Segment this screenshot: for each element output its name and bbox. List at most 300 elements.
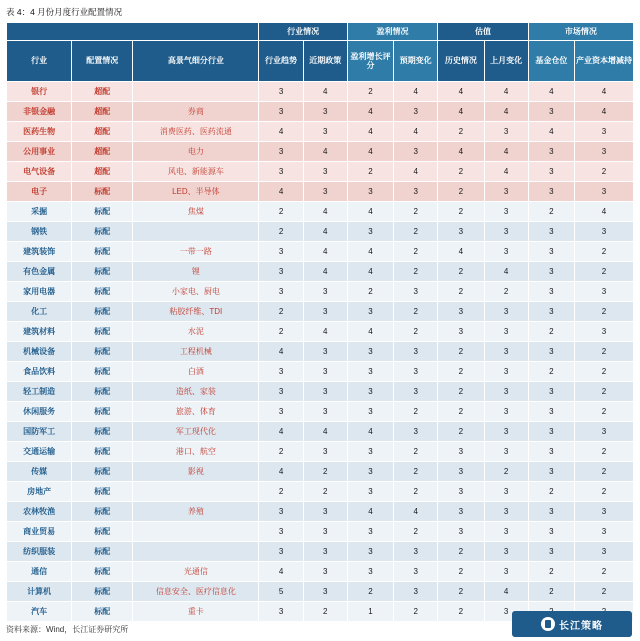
table-row: [7, 122, 634, 142]
cell-score: 4: [259, 182, 303, 202]
cell-score: 4: [303, 262, 347, 282]
cell-industry: 建筑材料: [7, 322, 72, 342]
cell-allocation: 标配: [72, 562, 133, 582]
cell-score: 2: [528, 482, 574, 502]
cell-score: 4: [394, 122, 438, 142]
cell-score: 3: [347, 342, 393, 362]
cell-score: 4: [259, 562, 303, 582]
cell-subsector: [133, 522, 259, 542]
cell-score: 3: [394, 342, 438, 362]
cell-industry: 电子: [7, 182, 72, 202]
cell-score: 2: [394, 602, 438, 622]
cell-subsector: 电力: [133, 142, 259, 162]
cell-score: 3: [528, 462, 574, 482]
cell-score: 3: [484, 342, 528, 362]
cell-score: 2: [347, 582, 393, 602]
cell-score: 4: [347, 262, 393, 282]
cell-score: 3: [528, 442, 574, 462]
cell-subsector: 军工现代化: [133, 422, 259, 442]
cell-allocation: 标配: [72, 362, 133, 382]
cell-score: 2: [394, 402, 438, 422]
cell-score: 3: [303, 282, 347, 302]
cell-subsector: 影视: [133, 462, 259, 482]
cell-score: 3: [575, 422, 634, 442]
cell-industry: 建筑装饰: [7, 242, 72, 262]
cell-score: 2: [438, 182, 484, 202]
cell-score: 3: [484, 482, 528, 502]
cell-industry: 采掘: [7, 202, 72, 222]
cell-industry: 纺织服装: [7, 542, 72, 562]
cell-subsector: [133, 222, 259, 242]
cell-score: 4: [347, 102, 393, 122]
cell-allocation: 超配: [72, 82, 133, 102]
cell-industry: 房地产: [7, 482, 72, 502]
header-col-industry: 行业: [7, 41, 72, 82]
cell-score: 3: [303, 162, 347, 182]
cell-score: 3: [438, 322, 484, 342]
cell-score: 2: [347, 162, 393, 182]
cell-allocation: 标配: [72, 462, 133, 482]
cell-score: 3: [303, 342, 347, 362]
cell-score: 3: [303, 122, 347, 142]
cell-score: 3: [303, 102, 347, 122]
cell-score: 2: [575, 482, 634, 502]
cell-score: 3: [303, 522, 347, 542]
cell-score: 4: [438, 142, 484, 162]
cell-industry: 轻工制造: [7, 382, 72, 402]
cell-subsector: 旅游、体育: [133, 402, 259, 422]
header-group-row: [7, 23, 634, 41]
cell-score: 4: [484, 82, 528, 102]
cell-score: 3: [303, 442, 347, 462]
cell-score: 2: [303, 482, 347, 502]
cell-allocation: 标配: [72, 322, 133, 342]
cell-score: 3: [394, 362, 438, 382]
cell-score: 2: [528, 562, 574, 582]
cell-score: 2: [259, 222, 303, 242]
table-row: [7, 522, 634, 542]
cell-score: 3: [347, 482, 393, 502]
cell-score: 3: [438, 482, 484, 502]
cell-score: 4: [259, 462, 303, 482]
cell-industry: 农林牧渔: [7, 502, 72, 522]
cell-score: 4: [303, 202, 347, 222]
cell-score: 4: [303, 142, 347, 162]
cell-score: 4: [303, 242, 347, 262]
cell-score: 2: [438, 422, 484, 442]
cell-score: 3: [575, 142, 634, 162]
cell-score: 2: [394, 302, 438, 322]
cell-score: 2: [259, 482, 303, 502]
cell-subsector: 一带一路: [133, 242, 259, 262]
cell-score: 2: [438, 602, 484, 622]
cell-score: 3: [259, 602, 303, 622]
header-col-expectation-change: 预期变化: [394, 41, 438, 82]
cell-score: 2: [575, 442, 634, 462]
cell-score: 4: [575, 82, 634, 102]
cell-score: 3: [528, 342, 574, 362]
cell-score: 2: [438, 162, 484, 182]
cell-score: 4: [484, 142, 528, 162]
cell-industry: 化工: [7, 302, 72, 322]
table-row: [7, 542, 634, 562]
cell-score: 3: [394, 142, 438, 162]
cell-allocation: 标配: [72, 522, 133, 542]
cell-score: 3: [484, 202, 528, 222]
table-row: [7, 182, 634, 202]
cell-score: 3: [438, 442, 484, 462]
cell-score: 3: [484, 182, 528, 202]
cell-allocation: 标配: [72, 202, 133, 222]
cell-score: 3: [259, 362, 303, 382]
header-group-blank: [7, 23, 259, 41]
cell-industry: 食品饮料: [7, 362, 72, 382]
cell-score: 4: [394, 502, 438, 522]
cell-allocation: 标配: [72, 602, 133, 622]
cell-subsector: 光通信: [133, 562, 259, 582]
table-row: [7, 402, 634, 422]
cell-score: 3: [347, 402, 393, 422]
cell-score: 4: [347, 122, 393, 142]
cell-score: 3: [347, 562, 393, 582]
cell-score: 3: [575, 322, 634, 342]
cell-score: 3: [303, 502, 347, 522]
cell-score: 2: [347, 82, 393, 102]
table-row: [7, 462, 634, 482]
cell-score: 3: [484, 382, 528, 402]
cell-score: 2: [394, 222, 438, 242]
header-group-valuation: 估值: [438, 23, 528, 41]
cell-subsector: [133, 542, 259, 562]
cell-score: 3: [259, 382, 303, 402]
logo-text: 长江策略: [559, 620, 603, 632]
cell-score: 2: [438, 562, 484, 582]
cell-score: 3: [259, 542, 303, 562]
cell-score: 4: [259, 422, 303, 442]
cell-score: 4: [484, 262, 528, 282]
cell-score: 2: [575, 242, 634, 262]
cell-score: 3: [528, 262, 574, 282]
table-row: [7, 322, 634, 342]
cell-industry: 非银金融: [7, 102, 72, 122]
cell-score: 3: [259, 82, 303, 102]
cell-score: 4: [575, 102, 634, 122]
cell-score: 2: [528, 362, 574, 382]
cell-score: 3: [528, 222, 574, 242]
cell-subsector: LED、半导体: [133, 182, 259, 202]
cell-allocation: 标配: [72, 242, 133, 262]
cell-allocation: 超配: [72, 142, 133, 162]
cell-score: 4: [259, 122, 303, 142]
cell-score: 3: [259, 102, 303, 122]
cell-score: 3: [575, 222, 634, 242]
table-row: [7, 102, 634, 122]
cell-subsector: 风电、新能源车: [133, 162, 259, 182]
header-col-allocation: 配置情况: [72, 41, 133, 82]
table-row: [7, 142, 634, 162]
table-header: [7, 23, 634, 82]
cell-industry: 交通运输: [7, 442, 72, 462]
cell-score: 2: [438, 542, 484, 562]
cell-subsector: 港口、航空: [133, 442, 259, 462]
cell-score: 3: [394, 282, 438, 302]
cell-score: 2: [394, 462, 438, 482]
cell-score: 3: [347, 522, 393, 542]
cell-score: 3: [438, 302, 484, 322]
cell-allocation: 超配: [72, 122, 133, 142]
cell-allocation: 标配: [72, 262, 133, 282]
header-col-fund-position: 基金仓位: [528, 41, 574, 82]
cell-allocation: 超配: [72, 162, 133, 182]
cell-score: 3: [347, 542, 393, 562]
cell-score: 4: [347, 322, 393, 342]
cell-score: 3: [484, 122, 528, 142]
cell-score: 3: [528, 382, 574, 402]
table-row: [7, 302, 634, 322]
cell-score: 3: [347, 362, 393, 382]
cell-score: 3: [484, 402, 528, 422]
cell-score: 4: [438, 242, 484, 262]
header-column-row: [7, 41, 634, 82]
cell-score: 2: [438, 582, 484, 602]
cell-subsector: 消费医药、医药流通: [133, 122, 259, 142]
cell-score: 4: [303, 222, 347, 242]
cell-score: 2: [575, 162, 634, 182]
cell-score: 3: [484, 562, 528, 582]
source-note: 资料来源：Wind，长江证券研究所: [6, 625, 129, 634]
cell-score: 3: [484, 362, 528, 382]
cell-score: 3: [347, 462, 393, 482]
table-row: [7, 362, 634, 382]
cell-allocation: 标配: [72, 282, 133, 302]
cell-score: 2: [394, 202, 438, 222]
cell-score: 3: [575, 542, 634, 562]
cell-score: 3: [303, 542, 347, 562]
cell-score: 3: [438, 522, 484, 542]
cell-score: 4: [438, 102, 484, 122]
cell-score: 3: [394, 102, 438, 122]
table-row: [7, 502, 634, 522]
logo-mark-icon: [541, 617, 555, 631]
cell-score: 2: [438, 122, 484, 142]
cell-score: 3: [528, 102, 574, 122]
cell-score: 2: [438, 362, 484, 382]
cell-score: 3: [303, 302, 347, 322]
cell-score: 4: [394, 82, 438, 102]
header-col-last-month-change: 上月变化: [484, 41, 528, 82]
industry-allocation-table: [6, 22, 634, 622]
cell-score: 3: [484, 542, 528, 562]
cell-score: 2: [484, 462, 528, 482]
cell-score: 2: [528, 322, 574, 342]
cell-score: 2: [394, 482, 438, 502]
cell-subsector: 焦煤: [133, 202, 259, 222]
cell-score: 2: [575, 562, 634, 582]
header-col-policy: 近期政策: [303, 41, 347, 82]
cell-industry: 钢铁: [7, 222, 72, 242]
cell-score: 4: [347, 502, 393, 522]
cell-score: 3: [575, 122, 634, 142]
cell-score: 3: [347, 382, 393, 402]
cell-score: 2: [438, 282, 484, 302]
cell-allocation: 标配: [72, 582, 133, 602]
table-row: [7, 382, 634, 402]
cell-industry: 公用事业: [7, 142, 72, 162]
cell-subsector: 造纸、家装: [133, 382, 259, 402]
cell-score: 3: [259, 162, 303, 182]
cell-score: 3: [528, 522, 574, 542]
table-row: [7, 82, 634, 102]
cell-score: 3: [303, 402, 347, 422]
cell-score: 3: [528, 302, 574, 322]
cell-score: 2: [438, 402, 484, 422]
cell-score: 3: [528, 542, 574, 562]
cell-score: 2: [259, 442, 303, 462]
cell-score: 3: [528, 142, 574, 162]
cell-allocation: 标配: [72, 182, 133, 202]
cell-subsector: 信息安全、医疗信息化: [133, 582, 259, 602]
table-row: [7, 282, 634, 302]
cell-score: 2: [438, 342, 484, 362]
cell-score: 3: [303, 182, 347, 202]
cell-score: 2: [394, 262, 438, 282]
cell-subsector: 小家电、厨电: [133, 282, 259, 302]
header-group-industry: 行业情况: [259, 23, 347, 41]
cell-score: 3: [303, 582, 347, 602]
cell-score: 4: [484, 102, 528, 122]
table-row: [7, 482, 634, 502]
cell-score: 3: [528, 162, 574, 182]
cell-industry: 休闲服务: [7, 402, 72, 422]
cell-industry: 有色金属: [7, 262, 72, 282]
cell-score: 2: [575, 382, 634, 402]
cell-score: 3: [575, 182, 634, 202]
cell-allocation: 标配: [72, 442, 133, 462]
header-col-earnings-score: 盈利增长评分: [347, 41, 393, 82]
cell-score: 2: [528, 202, 574, 222]
cell-score: 3: [484, 422, 528, 442]
cell-score: 2: [575, 342, 634, 362]
cell-score: 3: [394, 422, 438, 442]
cell-score: 4: [484, 582, 528, 602]
cell-score: 3: [303, 382, 347, 402]
table-row: [7, 242, 634, 262]
cell-score: 2: [575, 462, 634, 482]
cell-score: 3: [484, 602, 528, 622]
cell-score: 2: [575, 262, 634, 282]
cell-allocation: 标配: [72, 422, 133, 442]
cell-industry: 通信: [7, 562, 72, 582]
cell-score: 3: [259, 142, 303, 162]
cell-score: 3: [394, 182, 438, 202]
cell-score: 2: [394, 442, 438, 462]
cell-score: 3: [575, 522, 634, 542]
cell-score: 4: [303, 322, 347, 342]
cell-score: 3: [303, 562, 347, 582]
header-col-trend: 行业趋势: [259, 41, 303, 82]
cell-score: 3: [484, 302, 528, 322]
cell-score: 4: [259, 342, 303, 362]
cell-score: 3: [259, 502, 303, 522]
cell-subsector: 券商: [133, 102, 259, 122]
header-col-subsector: 高景气细分行业: [133, 41, 259, 82]
cell-subsector: 工程机械: [133, 342, 259, 362]
header-col-history: 历史情况: [438, 41, 484, 82]
cell-score: 3: [484, 442, 528, 462]
brand-logo: [512, 611, 632, 637]
cell-score: 4: [528, 122, 574, 142]
cell-score: 3: [394, 382, 438, 402]
cell-score: 3: [394, 542, 438, 562]
cell-score: 3: [394, 582, 438, 602]
cell-score: 3: [484, 502, 528, 522]
cell-score: 3: [394, 562, 438, 582]
cell-subsector: 锂: [133, 262, 259, 282]
cell-allocation: 标配: [72, 402, 133, 422]
cell-allocation: 标配: [72, 222, 133, 242]
cell-score: 2: [303, 602, 347, 622]
cell-score: 2: [438, 262, 484, 282]
cell-industry: 机械设备: [7, 342, 72, 362]
cell-score: 3: [438, 502, 484, 522]
cell-allocation: 标配: [72, 502, 133, 522]
cell-subsector: [133, 482, 259, 502]
cell-score: 2: [347, 282, 393, 302]
cell-industry: 汽车: [7, 602, 72, 622]
cell-allocation: 标配: [72, 542, 133, 562]
cell-score: 4: [394, 162, 438, 182]
cell-subsector: [133, 82, 259, 102]
cell-score: 4: [303, 422, 347, 442]
cell-score: 2: [259, 202, 303, 222]
cell-score: 2: [438, 382, 484, 402]
cell-industry: 医药生物: [7, 122, 72, 142]
cell-score: 2: [259, 322, 303, 342]
cell-industry: 国防军工: [7, 422, 72, 442]
cell-score: 2: [528, 582, 574, 602]
cell-score: 1: [347, 602, 393, 622]
cell-industry: 计算机: [7, 582, 72, 602]
cell-allocation: 超配: [72, 102, 133, 122]
cell-score: 3: [528, 402, 574, 422]
cell-allocation: 标配: [72, 342, 133, 362]
cell-allocation: 标配: [72, 382, 133, 402]
cell-score: 2: [394, 522, 438, 542]
cell-score: 3: [528, 502, 574, 522]
cell-score: 4: [347, 422, 393, 442]
cell-industry: 家用电器: [7, 282, 72, 302]
cell-score: 2: [259, 302, 303, 322]
cell-score: 4: [347, 142, 393, 162]
cell-score: 4: [575, 202, 634, 222]
cell-subsector: 水泥: [133, 322, 259, 342]
cell-industry: 传媒: [7, 462, 72, 482]
cell-score: 3: [259, 522, 303, 542]
cell-score: 2: [575, 302, 634, 322]
cell-subsector: 白酒: [133, 362, 259, 382]
cell-score: 3: [259, 402, 303, 422]
cell-score: 4: [484, 162, 528, 182]
cell-score: 3: [484, 522, 528, 542]
cell-score: 4: [347, 202, 393, 222]
table-row: [7, 262, 634, 282]
cell-allocation: 标配: [72, 482, 133, 502]
table-row: [7, 562, 634, 582]
cell-score: 3: [575, 502, 634, 522]
table-row: [7, 582, 634, 602]
cell-score: 3: [528, 282, 574, 302]
cell-score: 3: [528, 422, 574, 442]
